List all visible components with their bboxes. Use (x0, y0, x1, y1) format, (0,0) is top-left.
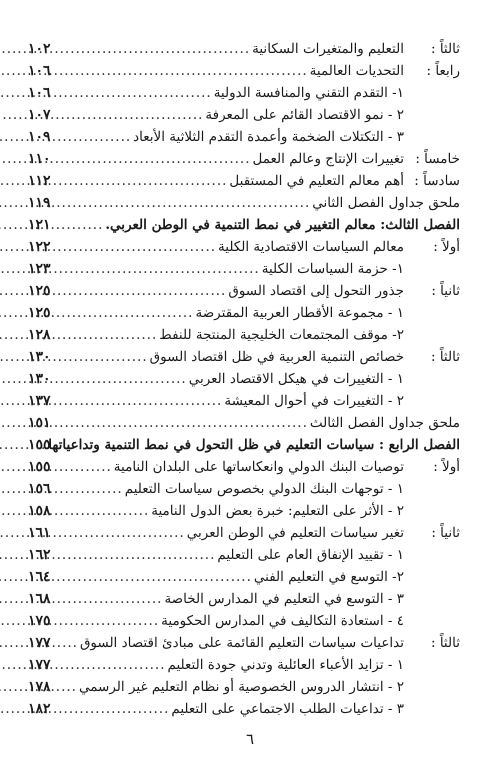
toc-entry (28, 104, 460, 126)
toc-entry-title: معالم السياسات الاقتصادية الكلية (218, 239, 404, 255)
toc-page-number: ١٢٨ (28, 327, 51, 343)
toc-entry-body (74, 698, 460, 720)
toc-entry-body (74, 566, 460, 588)
toc-entry-body (74, 38, 460, 60)
toc-entry-body (74, 610, 460, 632)
toc-entry-title: ١- حزمة السياسات الكلية (261, 261, 404, 277)
toc-entry-body (74, 236, 460, 258)
toc-entry (28, 588, 460, 610)
toc-section-marker: ثانياً : (431, 283, 460, 299)
toc-entry-body (74, 324, 460, 346)
toc-entry-title: ٢- التوسع في التعليم الفني (253, 569, 404, 585)
toc-entry-body (74, 148, 460, 170)
toc-page-number: ١٨٢ (28, 701, 51, 717)
toc-entry-title: ١ - تقييد الإنفاق العام على التعليم (217, 547, 404, 563)
toc-entry (28, 346, 460, 368)
toc-section-marker: ثالثاً : (430, 41, 460, 57)
toc-page-number: ١٣٠ (28, 349, 51, 365)
toc-entry-title: ١- التقدم التقني والمنافسة الدولية (213, 85, 404, 101)
toc-entry (28, 38, 460, 60)
toc-dot-leader (0, 412, 310, 434)
toc-page-number: ١١٩ (28, 195, 51, 211)
toc-entry (28, 170, 460, 192)
toc-entry (28, 82, 460, 104)
toc-entry-title: التعليم والمتغيرات السكانية (252, 41, 404, 57)
toc-dot-leader (0, 192, 312, 214)
toc-entry-title: ملحق جداول الفصل الثاني (312, 195, 460, 211)
toc-entry (28, 654, 460, 676)
toc-page-number: ١٣٠ (28, 371, 51, 387)
toc-entry-title: ١ - توجهات البنك الدولي بخصوص سياسات التعليم (124, 481, 404, 497)
toc-page-number: ١٢٣ (28, 261, 51, 277)
toc-entry-title: تغير سياسات التعليم في الوطن العربي (186, 525, 404, 541)
toc-entry-body (74, 456, 460, 478)
toc-entry (28, 522, 460, 544)
toc-entry (28, 258, 460, 280)
toc-section-marker: ثالثاً : (430, 635, 460, 651)
toc-entry-title: ٢ - الأثر على التعليم: خبرة بعض الدول النامية (151, 503, 404, 519)
toc-page-number: ١٧٨ (28, 679, 51, 695)
toc-dot-leader (0, 434, 48, 456)
toc-section-marker: سادساً : (414, 173, 460, 189)
toc-page-number: ١٠٩ (28, 129, 51, 145)
toc-dot-leader (0, 346, 150, 368)
toc-entry (28, 676, 460, 698)
toc-section-marker: ثالثاً : (430, 349, 460, 365)
toc-page-number: ١٠٧ (28, 107, 51, 123)
toc-entry-body (74, 192, 460, 214)
toc-dot-leader (0, 302, 195, 324)
toc-page-number: ١٢٥ (28, 283, 51, 299)
toc-dot-leader (0, 38, 252, 60)
toc-page-number: ١٠٦ (28, 63, 51, 79)
toc-entry-title: ٢ - نمو الاقتصاد القائم على المعرفة (205, 107, 404, 123)
toc-entry-body (74, 522, 460, 544)
toc-page-number: ١٥٨ (28, 503, 51, 519)
toc-dot-leader (0, 588, 164, 610)
toc-dot-leader (0, 544, 217, 566)
toc-dot-leader (0, 500, 151, 522)
toc-entry (28, 302, 460, 324)
toc-entry (28, 126, 460, 148)
toc-entry-body (74, 280, 460, 302)
toc-entry-title: ملحق جداول الفصل الثالث (309, 415, 460, 431)
toc-entry-body (74, 390, 460, 412)
toc-dot-leader (0, 82, 214, 104)
toc-section-marker: أولاً : (433, 239, 460, 255)
toc-entry (28, 544, 460, 566)
toc-entry (28, 698, 460, 720)
toc-dot-leader (0, 566, 254, 588)
toc-dot-leader (0, 170, 229, 192)
page-number: ٦ (245, 730, 255, 748)
toc-dot-leader (0, 676, 79, 698)
toc-entry-title: ٣ - التوسع في التعليم في المدارس الخاصة (164, 591, 404, 607)
toc-entry-title: تداعيات سياسات التعليم القائمة على مبادئ اقتصاد السوق (79, 635, 404, 651)
toc-page-number: ١٢٥ (28, 305, 51, 321)
toc-page-number: ١٧٧ (28, 657, 51, 673)
toc-page-number: ١٦٢ (28, 547, 51, 563)
toc-entry-body (74, 478, 460, 500)
toc-dot-leader (0, 148, 253, 170)
toc-entry-body (48, 434, 460, 456)
toc-entry-body (74, 82, 460, 104)
toc-section-marker: رابعاً : (426, 63, 460, 79)
toc-entry-title: ٢- موقف المجتمعات الخليجية المنتجة للنفط (159, 327, 404, 343)
toc-entry (28, 280, 460, 302)
toc-entry-body (74, 214, 460, 236)
toc-entry (28, 412, 460, 434)
toc-dot-leader (0, 126, 133, 148)
toc-entry-body (74, 170, 460, 192)
toc-entry-title: ٣ - تداعيات الطلب الاجتماعي على التعليم (171, 701, 404, 717)
toc-dot-leader (0, 214, 105, 236)
toc-chapter-title: الفصل الثالث: معالم التغيير في نمط التنمية في الوطن العربي. (105, 217, 460, 233)
toc-entry-title: ٢ - انتشار الدروس الخصوصية أو نظام التعليم غير الرسمي (78, 679, 404, 695)
toc-entry-body (74, 500, 460, 522)
toc-page-number: ١٧٥ (28, 613, 51, 629)
toc-entry-body (74, 588, 460, 610)
toc-page-number: ١٣٧ (28, 393, 51, 409)
toc-dot-leader (0, 478, 125, 500)
toc-entry-title: تغييرات الإنتاج وعالم العمل (252, 151, 404, 167)
toc-page-number: ١٦٨ (28, 591, 51, 607)
toc-chapter-title: الفصل الرابع : سياسات التعليم في ظل التحول في نمط التنمية وتداعياتها (48, 437, 460, 453)
toc-entry (28, 632, 460, 654)
toc-entry (28, 192, 460, 214)
toc-entry-body (74, 544, 460, 566)
toc-entry (28, 368, 460, 390)
toc-page-number: ١١٢ (28, 173, 51, 189)
toc-page-number: ١٠٦ (28, 85, 51, 101)
toc-section-marker: ثانياً : (431, 525, 460, 541)
toc-section-marker: خامساً : (415, 151, 460, 167)
toc-section-marker: أولاً : (433, 459, 460, 475)
toc-entry-body (74, 676, 460, 698)
toc-entry-body (74, 412, 460, 434)
toc-entry-title: التحديات العالمية (309, 63, 404, 79)
toc-page-number: ١٠٢ (28, 41, 51, 57)
toc-page-number: ١٦١ (28, 525, 51, 541)
toc-dot-leader (0, 632, 80, 654)
toc-entry-body (74, 654, 460, 676)
toc-page-number: ١٥١ (28, 415, 51, 431)
toc-entry (28, 390, 460, 412)
toc-entry-title: ١ - تزايد الأعباء العائلية وتدني جودة التعليم (167, 657, 404, 673)
toc-entry-title: توصيات البنك الدولي وانعكاساتها على البلدان النامية (113, 459, 404, 475)
toc-dot-leader (0, 522, 187, 544)
toc-entry-body (74, 346, 460, 368)
toc-entry (28, 236, 460, 258)
toc-entry-body (74, 126, 460, 148)
toc-entry-body (74, 302, 460, 324)
toc-dot-leader (0, 368, 189, 390)
toc-page-number: ١٦٤ (28, 569, 51, 585)
toc-entry-title: ٤ - استعادة التكاليف في المدارس الحكومية (161, 613, 404, 629)
toc-entry-title: ٢ - التغييرات في أحوال المعيشة (224, 393, 404, 409)
toc-entry-body (74, 60, 460, 82)
toc-entry (28, 60, 460, 82)
toc-entry-body (74, 104, 460, 126)
toc-entry (28, 148, 460, 170)
toc-dot-leader (0, 698, 171, 720)
toc-entry-title: خصائص التنمية العربية في ظل اقتصاد السوق (149, 349, 404, 365)
toc-dot-leader (0, 104, 205, 126)
toc-entry (28, 478, 460, 500)
toc-entry (28, 214, 460, 236)
toc-page-number: ١٥٥ (28, 459, 51, 475)
toc-dot-leader (0, 390, 224, 412)
toc-page-number: ١٢١ (28, 217, 51, 233)
toc-entry-body (74, 258, 460, 280)
toc-page-number: ١٥٦ (28, 481, 51, 497)
toc-entry-title: جذور التحول إلى اقتصاد السوق (228, 283, 404, 299)
toc-entry-title: ٣ - التكتلات الضخمة وأعمدة التقدم الثلاثية الأبعاد (133, 129, 404, 145)
toc-entry-title: ١ - التغييرات في هيكل الاقتصاد العربي (188, 371, 404, 387)
toc-dot-leader (0, 60, 310, 82)
toc-page-number: ١٥٥ (28, 437, 51, 453)
toc-entry-title: أهم معالم التعليم في المستقبل (229, 173, 404, 189)
toc-dot-leader (0, 280, 228, 302)
toc-entry-title: ١ - مجموعة الأقطار العربية المقترضة (195, 305, 404, 321)
toc-entry (28, 610, 460, 632)
toc-entry (28, 456, 460, 478)
toc-dot-leader (0, 456, 114, 478)
toc-page-number: ١١٠ (28, 151, 51, 167)
toc-entry-body (74, 632, 460, 654)
toc-entry (28, 566, 460, 588)
toc-page-number: ١٢٢ (28, 239, 51, 255)
toc-dot-leader (0, 654, 168, 676)
toc-page-number: ١٧٧ (28, 635, 51, 651)
toc-entry (28, 324, 460, 346)
toc-entry (28, 434, 460, 456)
toc-dot-leader (0, 258, 262, 280)
toc-entry (28, 500, 460, 522)
toc-entry-body (74, 368, 460, 390)
toc-dot-leader (0, 610, 161, 632)
toc-dot-leader (0, 236, 218, 258)
toc-dot-leader (0, 324, 159, 346)
